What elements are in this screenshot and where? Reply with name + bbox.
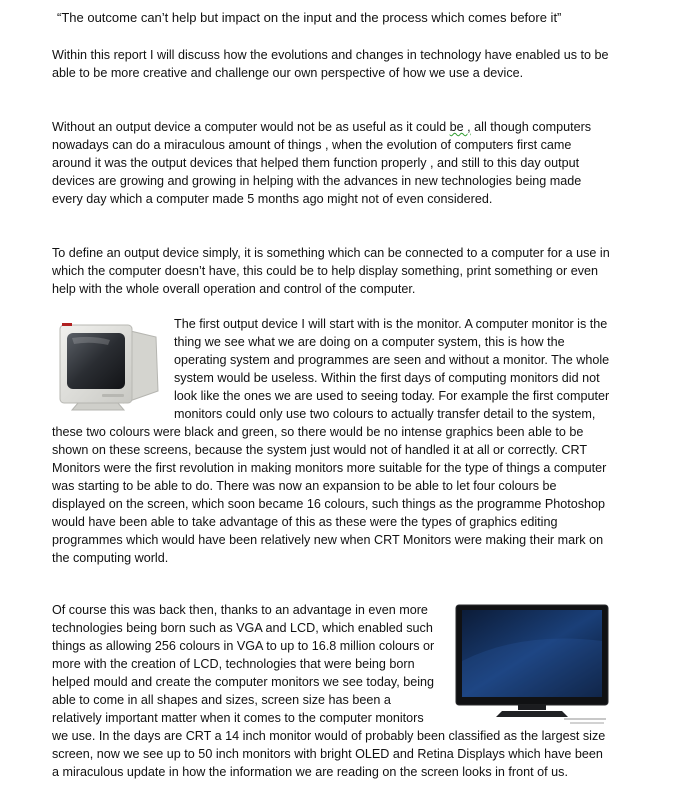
flat-screen-monitor-image <box>452 601 612 727</box>
paragraph-output-device <box>52 118 612 208</box>
paragraph-text-after: all though computers nowadays can do a miraculous amount of things , when the evolution of computers first came around it was the output devices that helped them function properly , and still to this day output devices are growing and growing in helping with the advances in new technologies being made every day which a computer made 5 months ago might not of even considered. <box>52 120 592 206</box>
paragraph-monitor <box>52 315 612 567</box>
paragraph-modern-monitors <box>52 601 612 781</box>
flat-screen-monitor-icon <box>452 601 612 727</box>
paragraph-intro: Within this report I will discuss how the evolutions and changes in technology have enabled us to be able to be more creative and challenge our own perspective of how we use a device. <box>52 48 609 80</box>
modern-monitors-paragraph-text: Of course this was back then, thanks to an advantage in even more technologies being born such as VGA and LCD, which enabled such things as allowing 256 colours in VGA to up to 16.8 million colours or more with the creation of LCD, technologies that were being born helped mould and create the computer monitors we see today, being able to come in all shapes and sizes, screen size has been a relatively important matter when it comes to the computer monitors we use. In the days are CRT a 14 inch monitor would of probably been classified as the largest size screen, now we see up to 50 inch monitors with bright OLED and Retina Displays which have been a miraculous update in how the information we are reading on the screen looks in front of us. <box>52 603 606 779</box>
crt-monitor-icon <box>52 315 164 415</box>
monitor-paragraph-text: The first output device I will start with is the monitor. A computer monitor is the thing we see what we are doing on a computer system, this is how the operating system and programmes are seen and without a monitor. The whole system would be useless. Within the first days of computing monitors did not look like the ones we are used to seeing today. For example the first computer monitors could only use two colours to actually transfer detail to the system, these two colours were black and green, so there would be no intense graphics been able to be shown on these screens, because the system just would not of handled it at all or correctly. CRT Monitors were the first revolution in making monitors more suitable for the type of things a computer was starting to be able to do. There was now an expansion to be able to let four colours be displayed on the screen, which soon became 16 colours, such things as the programme Photoshop would have been able to take advantage of this as these were the types of graphics editing programmes which would have been relatively new when CRT Monitors were making their mark on the computing world. <box>52 317 610 565</box>
paragraph-definition: To define an output device simply, it is something which can be connected to a computer for a use in which the computer doesn’t have, this could be to help display something, print something or even help with the whole overall operation and control of the computer. <box>52 246 610 296</box>
paragraph-text-before: Without an output device a computer would not be as useful as it could <box>52 120 450 134</box>
crt-monitor-image <box>52 315 164 423</box>
quote-heading: “The outcome can’t help but impact on the input and the process which comes before it” <box>57 10 562 25</box>
spellcheck-squiggle: be , <box>449 120 471 134</box>
